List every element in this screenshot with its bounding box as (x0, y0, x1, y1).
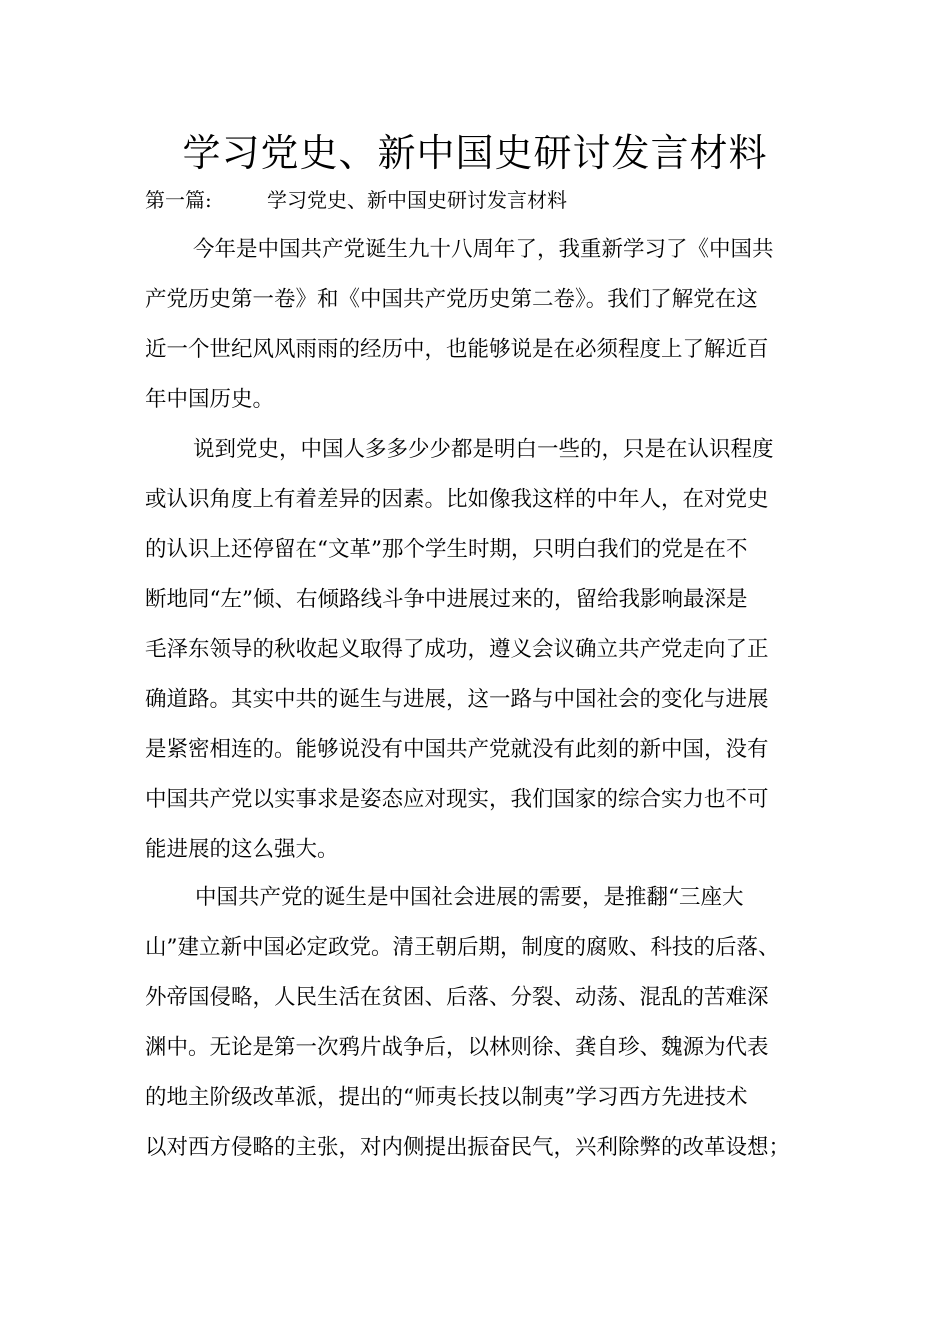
section-heading (145, 183, 825, 217)
paragraph-line: 外帝国侵略，人民生活在贫困、后落、分裂、动荡、混乱的苦难深 (145, 985, 769, 1010)
paragraph-line: 能进展的这么强大。 (145, 837, 339, 862)
paragraph-line: 中国共产党以实事求是姿态应对现实，我们国家的综合实力也不可 (145, 787, 769, 812)
paragraph-line: 中国共产党的诞生是中国社会进展的需要，是推翻“三座大 (195, 885, 744, 910)
paragraph-line: 山”建立新中国必定政党。清王朝后期，制度的腐败、科技的后落、 (145, 935, 780, 960)
section-label: 第一篇: (145, 188, 212, 212)
paragraph-line: 是紧密相连的。能够说没有中国共产党就没有此刻的新中国，没有 (145, 737, 769, 762)
paragraph-line: 的地主阶级改革派，提出的“师夷长技以制夷”学习西方先进技术 (145, 1085, 748, 1110)
paragraph-line: 今年是中国共产党诞生九十八周年了，我重新学习了《中国共 (193, 237, 774, 262)
paragraph-line: 年中国历史。 (145, 387, 275, 412)
document-title: 学习党史、新中国史研讨发言材料 (182, 131, 768, 175)
paragraph-line: 的认识上还停留在“文革”那个学生时期，只明白我们的党是在不 (145, 537, 748, 562)
paragraph-line: 近一个世纪风风雨雨的经历中，也能够说是在必须程度上了解近百 (145, 337, 769, 362)
paragraph-line: 或认识角度上有着差异的因素。比如像我这样的中年人，在对党史 (145, 487, 769, 512)
paragraph-line: 确道路。其实中共的诞生与进展，这一路与中国社会的变化与进展 (145, 687, 769, 712)
paragraph-line: 渊中。无论是第一次鸦片战争后，以林则徐、龚自珍、魏源为代表 (145, 1035, 769, 1060)
paragraph-line: 说到党史，中国人多多少少都是明白一些的，只是在认识程度 (193, 437, 774, 462)
section-title: 学习党史、新中国史研讨发言材料 (267, 188, 567, 212)
paragraph-line: 毛泽东领导的秋收起义取得了成功，遵义会议确立共产党走向了正 (145, 637, 769, 662)
paragraph-line: 产党历史第一卷》和《中国共产党历史第二卷》。我们了解党在这 (145, 287, 758, 312)
paragraph-line: 以对西方侵略的主张，对内侧提出振奋民气，兴利除弊的改革设想； (145, 1135, 791, 1160)
paragraph-line: 断地同“左”倾、右倾路线斗争中进展过来的，留给我影响最深是 (145, 587, 748, 612)
